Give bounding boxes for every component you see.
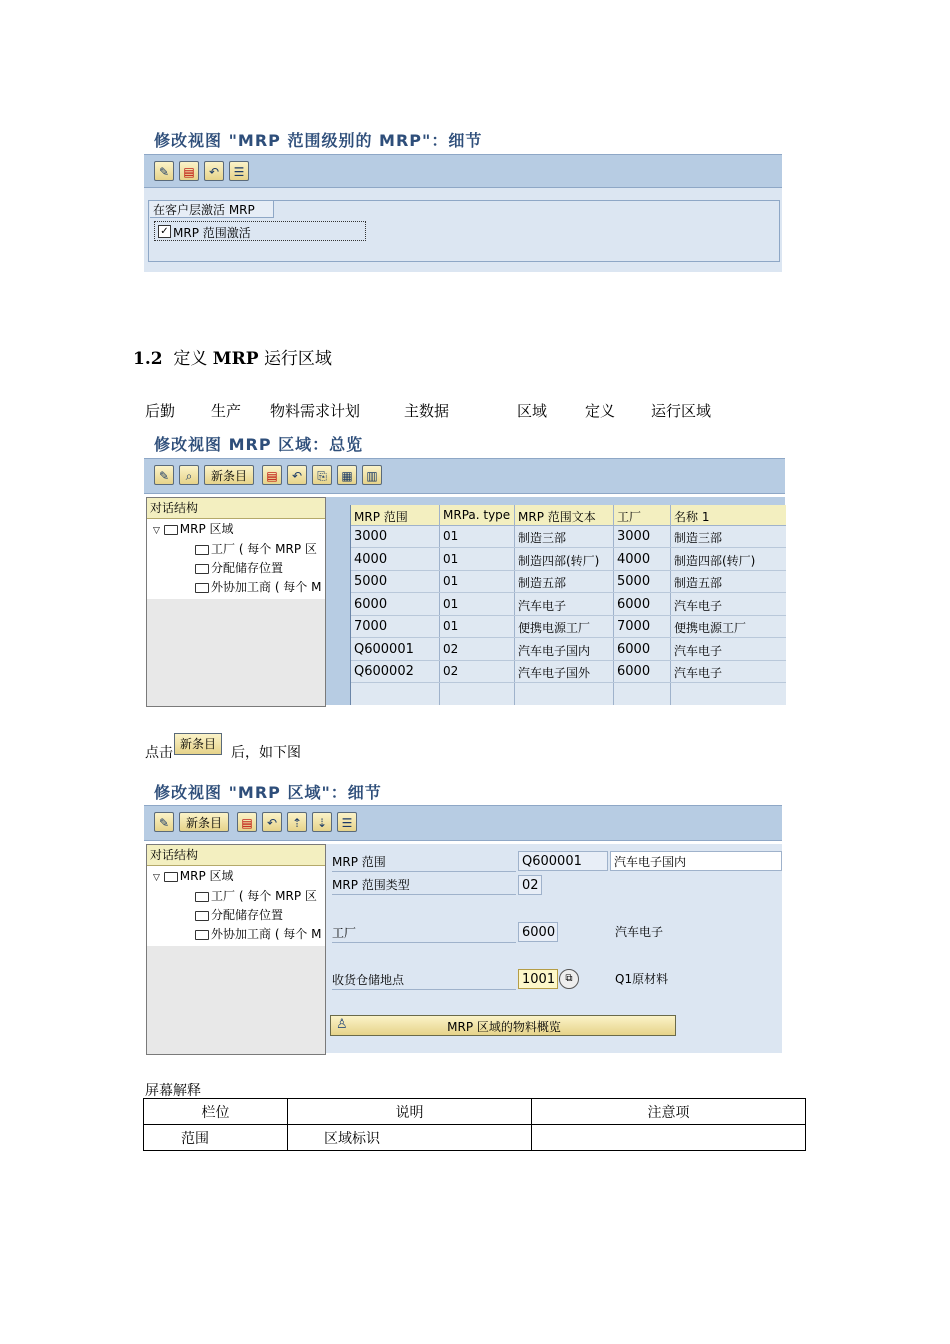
table-cell[interactable]: 3000 (354, 529, 388, 544)
save-icon[interactable]: ▤ (179, 161, 199, 181)
tree-item-label: 工厂 ( 每个 MRP 区 (211, 889, 317, 903)
tree-item-subcontractor[interactable] (195, 925, 321, 942)
row-divider (351, 547, 786, 548)
explain-cell (532, 1125, 806, 1151)
table-cell[interactable]: 6000 (617, 596, 651, 612)
table-cell[interactable]: 制造四部(转厂) (674, 553, 756, 568)
explain-row (144, 1125, 806, 1151)
collapse-triangle-icon[interactable]: ▽ (153, 526, 160, 536)
mrp-area-field[interactable]: Q600001 (518, 851, 608, 871)
path-item: 物料需求计划 (270, 402, 361, 420)
plant-label: 工厂 (332, 923, 516, 943)
path-item: 定义 (585, 402, 616, 420)
tree-item-storage[interactable] (195, 906, 283, 923)
row-divider (351, 660, 786, 661)
undo-icon[interactable]: ↶ (262, 812, 282, 832)
select-icon[interactable]: ☰ (229, 161, 249, 181)
table-cell[interactable]: 汽车电子国外 (518, 666, 591, 680)
table-cell[interactable]: 01 (443, 619, 459, 633)
tree-root-mrp-area[interactable] (153, 867, 234, 884)
explain-header-cell: 注意项 (532, 1099, 806, 1125)
folder-icon (195, 892, 209, 902)
path-item: 区域 (517, 402, 548, 420)
section-number: 1.2 (133, 349, 163, 369)
table-cell[interactable]: 01 (443, 596, 459, 611)
table-cell[interactable]: 02 (443, 641, 459, 656)
path-item: 后勤 (145, 402, 176, 420)
table-cell[interactable]: 7000 (617, 619, 651, 634)
save-icon[interactable]: ▤ (237, 812, 257, 832)
change-display-icon[interactable]: ✎ (154, 161, 174, 181)
storage-location-text: Q1原材料 (615, 972, 669, 986)
save-icon[interactable]: ▤ (262, 465, 282, 485)
table-cell[interactable]: 汽车电子 (674, 643, 723, 658)
tree-item-label: 分配储存位置 (211, 908, 284, 922)
copy-icon[interactable]: ⎘ (312, 465, 332, 485)
change-display-icon[interactable]: ✎ (154, 465, 174, 485)
table-cell[interactable]: 汽车电子 (518, 598, 567, 613)
table-cell[interactable]: 汽车电子 (674, 598, 723, 613)
table-cell[interactable]: 01 (443, 529, 459, 543)
table-cell[interactable]: 4000 (354, 551, 388, 567)
table-cell[interactable]: 02 (443, 664, 459, 678)
path-item: 运行区域 (651, 402, 712, 420)
mrp-area-text-field[interactable]: 汽车电子国内 (610, 851, 782, 871)
select-all-icon[interactable]: ▦ (337, 465, 357, 485)
table-cell[interactable]: 4000 (617, 551, 651, 567)
screen1-toolbar (144, 154, 782, 188)
tree-item-subcontractor[interactable] (195, 578, 321, 595)
table-cell[interactable]: 5000 (354, 574, 388, 589)
undo-icon[interactable]: ↶ (204, 161, 224, 181)
table-cell[interactable]: 制造三部 (674, 531, 723, 545)
explain-table (143, 1098, 806, 1151)
tree-root-label: MRP 区域 (179, 522, 234, 536)
col-plant[interactable]: 工厂 (617, 510, 642, 524)
dialog-structure-header: 对话结构 (147, 845, 325, 866)
screen3-toolbar (144, 805, 782, 841)
table-cell[interactable]: 5000 (617, 574, 651, 589)
table-cell[interactable]: 便携电源工厂 (518, 621, 591, 635)
table-cell[interactable]: 7000 (354, 619, 388, 634)
collapse-triangle-icon[interactable]: ▽ (153, 873, 160, 883)
table-cell[interactable]: 制造五部 (674, 576, 723, 590)
explain-header-cell: 栏位 (144, 1099, 288, 1125)
screen3-title: 修改视图 "MRP 区域"：细节 (154, 783, 382, 802)
checkbox-label: MRP 范围激活 (173, 226, 251, 240)
section-heading (133, 344, 332, 369)
table-cell[interactable]: Q600002 (354, 664, 414, 679)
section-suffix: 运行区域 (263, 349, 332, 369)
explain-header-row (144, 1099, 806, 1125)
table-cell[interactable]: 汽车电子国内 (518, 643, 591, 658)
folder-icon (195, 545, 209, 555)
mrp-activate-checkbox-row[interactable] (154, 221, 366, 241)
row-divider (351, 570, 786, 571)
previous-entry-icon[interactable]: ⇡ (287, 812, 307, 832)
row-divider (351, 592, 786, 593)
explain-cell: 范围 (144, 1125, 288, 1151)
tree-root-mrp-area[interactable] (153, 520, 234, 537)
section-bold: MRP (212, 349, 259, 369)
value-help-icon[interactable]: ⧉ (559, 969, 579, 989)
folder-icon (195, 583, 209, 593)
tree-item-plant[interactable] (195, 887, 317, 904)
dialog-structure-header: 对话结构 (147, 498, 325, 519)
tree-item-label: 外协加工商 ( 每个 M (211, 580, 322, 594)
col-name1[interactable]: 名称 1 (674, 510, 710, 524)
table-cell[interactable]: 6000 (354, 596, 388, 612)
explain-cell: 区域标识 (288, 1125, 532, 1151)
table-cell[interactable]: 便携电源工厂 (674, 621, 747, 635)
detail-area (326, 844, 782, 1053)
deselect-icon[interactable]: ▥ (362, 465, 382, 485)
dialog-structure-panel (146, 497, 326, 707)
material-overview-button[interactable] (330, 1015, 676, 1036)
storage-location-label: 收货仓储地点 (332, 970, 516, 990)
table-cell[interactable]: 制造五部 (518, 576, 567, 590)
plant-text: 汽车电子 (615, 925, 664, 939)
col-mrp-text[interactable]: MRP 范围文本 (518, 510, 596, 524)
tree-item-plant[interactable] (195, 540, 317, 557)
person-icon: ♙ (336, 1017, 348, 1032)
change-display-icon[interactable]: ✎ (154, 812, 174, 832)
col-mrp-type[interactable]: MRPa. type (443, 508, 511, 522)
col-divider (613, 505, 614, 705)
next-entry-icon[interactable]: ⇣ (312, 812, 332, 832)
plant-field[interactable]: 6000 (518, 922, 558, 942)
select-icon[interactable]: ☰ (337, 812, 357, 832)
table-cell[interactable]: 制造四部(转厂) (518, 553, 600, 568)
table-cell[interactable]: 汽车电子 (674, 666, 723, 680)
folder-open-icon (164, 525, 178, 535)
new-entries-button[interactable]: 新条目 (204, 465, 254, 485)
new-entries-button-inline[interactable]: 新条目 (174, 733, 222, 755)
table-cell[interactable]: 01 (443, 551, 459, 566)
row-divider (351, 615, 786, 616)
tree-item-label: 分配储存位置 (211, 561, 284, 575)
tree-root-label: MRP 区域 (179, 869, 234, 883)
mrp-type-label: MRP 范围类型 (332, 875, 516, 895)
click-note-prefix: 点击 (145, 745, 173, 761)
group-title: 在客户层激活 MRP (150, 201, 274, 218)
tree-item-label: 工厂 ( 每个 MRP 区 (211, 542, 317, 556)
col-divider (670, 505, 671, 705)
tree-item-storage[interactable] (195, 559, 283, 576)
material-overview-label: MRP 区域的物料概览 (447, 1020, 561, 1034)
undo-icon[interactable]: ↶ (287, 465, 307, 485)
explain-header-cell: 说明 (288, 1099, 532, 1125)
storage-location-field[interactable]: 1001 (518, 969, 558, 989)
table-cell[interactable]: 01 (443, 574, 459, 588)
table-cell[interactable]: Q600001 (354, 641, 414, 657)
folder-icon (195, 911, 209, 921)
menu-path (0, 400, 950, 422)
new-entries-button[interactable]: 新条目 (179, 812, 229, 832)
screen2-title: 修改视图 MRP 区域：总览 (154, 435, 364, 454)
table-area (326, 497, 785, 705)
screen2-toolbar (144, 458, 785, 494)
checkbox-check-icon[interactable]: ✓ (158, 225, 171, 238)
folder-icon (195, 930, 209, 940)
screen1-title: 修改视图 "MRP 范围级别的 MRP"：细节 (154, 131, 483, 150)
col-divider (439, 505, 440, 705)
explain-heading: 屏幕解释 (145, 1083, 201, 1099)
col-mrp-area[interactable]: MRP 范围 (354, 510, 408, 524)
table-cell[interactable]: 3000 (617, 529, 651, 544)
folder-icon (195, 564, 209, 574)
row-divider (351, 682, 786, 683)
mrp-type-field[interactable]: 02 (518, 875, 542, 895)
tree-item-label: 外协加工商 ( 每个 M (211, 927, 322, 941)
click-note-suffix: 后，如下图 (231, 745, 301, 761)
col-divider (514, 505, 515, 705)
mrp-area-table (350, 505, 786, 705)
path-item: 主数据 (404, 402, 450, 420)
search-icon[interactable]: ⌕ (179, 465, 199, 485)
section-prefix: 定义 (173, 349, 208, 369)
folder-open-icon (164, 872, 178, 882)
dialog-structure-panel (146, 844, 326, 1055)
table-cell[interactable]: 制造三部 (518, 531, 567, 545)
screen1-body (144, 188, 782, 272)
path-item: 生产 (211, 402, 242, 420)
mrp-area-label: MRP 范围 (332, 852, 516, 872)
table-cell[interactable]: 6000 (617, 641, 651, 657)
table-cell[interactable]: 6000 (617, 664, 651, 679)
row-divider (351, 637, 786, 638)
